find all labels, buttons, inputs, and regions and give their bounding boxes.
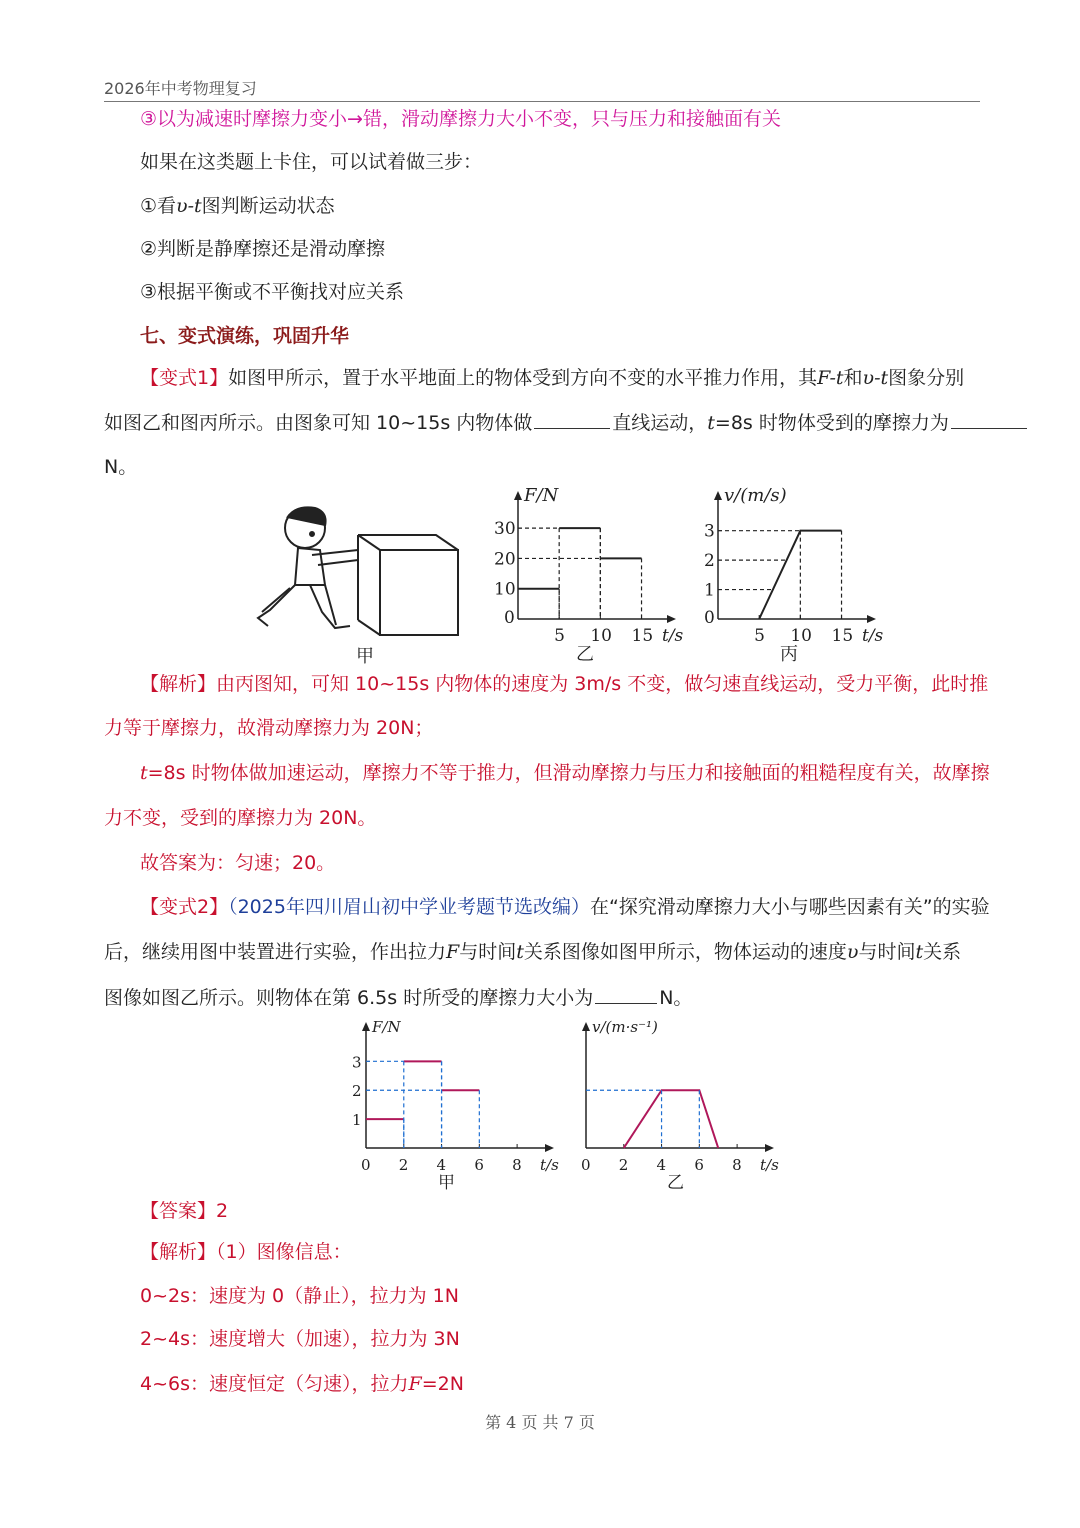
origin-label: 0	[504, 608, 515, 628]
x-axis-title: t/s	[662, 626, 684, 646]
step-3: ③根据平衡或不平衡找对应关系	[140, 281, 405, 303]
y-axis-arrow	[714, 491, 722, 500]
q1-blank-1[interactable]	[534, 410, 610, 429]
q2-t1: t	[516, 941, 524, 963]
x-tick-label: 0	[581, 1156, 591, 1174]
q1-text-e: 图象分别	[888, 367, 965, 389]
y-tick-label: 10	[494, 579, 516, 600]
q1-analysis-3	[140, 761, 990, 785]
q1-answer: 故答案为：匀速；20。	[140, 852, 336, 874]
header-divider	[104, 101, 980, 102]
y-axis-title: v/(m·s⁻¹)	[592, 1018, 658, 1036]
y-tick-label: 3	[704, 521, 715, 542]
q1-analysis-2: 力等于摩擦力，故滑动摩擦力为 20N；	[104, 717, 434, 739]
x-tick-label: 15	[831, 626, 854, 646]
x-tick-label: 15	[631, 626, 654, 646]
q2-answer-tag: 【答案】	[140, 1200, 217, 1222]
q2-text-1: 在“探究滑动摩擦力大小与哪些因素有关”的实验	[589, 896, 990, 918]
q1-line-1	[140, 366, 964, 390]
page-footer: 第 4 页 共 7 页	[485, 1413, 595, 1432]
x-tick-label: 5	[754, 626, 766, 646]
q2-text-3b: N。	[659, 987, 693, 1009]
x-tick-label: 4	[656, 1156, 667, 1174]
q2-t2: t	[915, 941, 924, 963]
x-axis-title: t/s	[760, 1156, 779, 1174]
box-top-edge	[358, 535, 458, 550]
q2-text-2c: 与时间	[459, 941, 517, 963]
q2-analysis-head	[140, 1240, 352, 1264]
q1-line-3: N。	[104, 456, 138, 478]
step-1-suffix: 图判断运动状态	[201, 195, 335, 217]
x-axis-title: t/s	[540, 1156, 559, 1174]
q1-line-2	[104, 410, 1029, 435]
chart-velocity-time-1	[688, 485, 888, 670]
x-axis-arrow	[667, 615, 676, 623]
x-tick-label: 6	[694, 1156, 704, 1174]
q2-analysis-line-1: 0~2s：速度为 0（静止），拉力为 1N	[140, 1285, 459, 1307]
q2-text-3a: 图像如图乙所示。则物体在第 6.5s 时所受的摩擦力大小为	[104, 987, 594, 1009]
x-tick-label: 2	[618, 1156, 629, 1174]
q2-answer-value: 2	[216, 1200, 229, 1222]
section-title: 七、变式演练，巩固升华	[140, 325, 350, 347]
y-axis-title: F/N	[524, 485, 559, 506]
y-tick-label: 3	[352, 1053, 362, 1072]
q1-tag: 【变式1】	[140, 367, 229, 389]
y-axis-arrow	[514, 491, 522, 500]
q2-text-2i: 关系	[923, 941, 962, 963]
fig-label-yi: 乙	[576, 644, 594, 665]
origin-label: 0	[704, 608, 715, 628]
y-axis-arrow	[362, 1022, 370, 1031]
y-axis-arrow	[582, 1022, 590, 1031]
q1-analysis-tag: 【解析】	[140, 673, 217, 695]
intro-line-3: ③以为减速时摩擦力变小→错，滑动摩擦力大小不变，只与压力和接触面有关	[140, 108, 781, 130]
q2-line-3	[104, 985, 692, 1010]
q2-text-2a: 后，继续用图中装置进行实验，作出拉力	[104, 941, 447, 963]
y-tick-label: 30	[494, 519, 516, 540]
q2-line-2	[104, 940, 961, 964]
x-tick-label: 6	[474, 1156, 484, 1174]
y-tick-label: 1	[352, 1111, 362, 1130]
y-tick-label: 2	[352, 1082, 362, 1101]
x-tick-label: 10	[590, 626, 612, 646]
data-line	[624, 1090, 718, 1148]
q2-line3-c: =2N	[421, 1373, 464, 1395]
q2-answer	[140, 1199, 228, 1223]
fig2-label-jia: 甲	[438, 1173, 455, 1193]
q2-blank[interactable]	[595, 985, 657, 1004]
q2-v: υ	[846, 941, 859, 963]
q1-text-2a: 如图乙和图丙所示。由图象可知 10~15s 内物体做	[104, 412, 533, 434]
q2-text-2g: 与时间	[858, 941, 916, 963]
step-1-vt: υ-t	[176, 195, 202, 217]
x-tick-label: 4	[436, 1156, 447, 1174]
x-tick-label: 8	[512, 1156, 522, 1174]
y-tick-label: 1	[704, 580, 715, 601]
chart-force-time-2	[340, 1018, 560, 1197]
box-front	[380, 550, 458, 635]
x-tick-label: 2	[398, 1156, 409, 1174]
x-tick-label: 5	[554, 626, 566, 646]
q2-text-2e: 关系图像如图甲所示，物体运动的速度	[523, 941, 847, 963]
q1-blank-2[interactable]	[951, 410, 1027, 429]
step-1	[140, 194, 335, 218]
figure-person-pushing-box	[240, 500, 470, 675]
q1-text-2b: 直线运动，	[612, 412, 708, 434]
x-axis-arrow	[765, 1144, 774, 1152]
tip-text: 如果在这类题上卡住，可以试着做三步：	[140, 151, 483, 173]
person-leg-back	[258, 585, 295, 626]
y-axis-title: F/N	[372, 1018, 401, 1036]
q1-analysis-text-3: =8s 时物体做加速运动，摩擦力不等于推力，但滑动摩擦力与压力和接触面的粗糙程度有关，故摩擦	[147, 762, 990, 784]
x-axis-arrow	[867, 615, 876, 623]
chart-velocity-time-2	[570, 1018, 790, 1197]
q2-analysis-tag: 【解析】	[140, 1241, 217, 1263]
y-tick-label: 20	[494, 549, 516, 570]
x-axis-title: t/s	[862, 626, 884, 646]
q1-text-c: 和	[843, 367, 863, 389]
x-tick-label: 10	[790, 626, 812, 646]
q1-analysis-4: 力不变，受到的摩擦力为 20N。	[104, 807, 377, 829]
q1-ft: F-t	[817, 367, 844, 389]
q2-tag: 【变式2】	[140, 896, 229, 918]
q2-source: （2025年四川眉山初中学业考题节选改编）	[228, 896, 590, 918]
q1-text-2d: =8s 时物体受到的摩擦力为	[714, 412, 949, 434]
x-axis-arrow	[545, 1144, 554, 1152]
x-tick-label: 8	[732, 1156, 742, 1174]
q2-analysis-head-text: （1）图像信息：	[216, 1241, 352, 1263]
q1-text-a: 如图甲所示，置于水平地面上的物体受到方向不变的水平推力作用，其	[228, 367, 818, 389]
page-header: 2026年中考物理复习	[104, 79, 257, 98]
y-tick-label: 2	[704, 551, 715, 572]
q1-analysis-1	[140, 672, 988, 696]
q1-analysis-t: t	[140, 762, 148, 784]
fig2-label-yi: 乙	[667, 1173, 684, 1193]
q2-f: F	[446, 941, 460, 963]
q1-t: t	[707, 412, 715, 434]
step-2: ②判断是静摩擦还是滑动摩擦	[140, 238, 386, 260]
step-1-prefix: ①看	[140, 195, 177, 217]
y-axis-title: v/(m/s)	[724, 485, 787, 506]
fig-label-jia: 甲	[356, 646, 374, 667]
q2-line-1	[140, 895, 990, 919]
q2-line3-a: 4~6s：速度恒定（匀速），拉力	[140, 1373, 409, 1395]
q1-vt: υ-t	[862, 367, 889, 389]
q2-analysis-line-3	[140, 1372, 464, 1396]
q1-analysis-text-1: 由丙图知，可知 10~15s 内物体的速度为 3m/s 不变，做匀速直线运动，受力平衡，此时推	[216, 673, 989, 695]
fig-label-bing: 丙	[780, 644, 798, 665]
chart-force-time-1	[478, 485, 684, 670]
x-tick-label: 0	[361, 1156, 371, 1174]
q2-line3-f: F	[408, 1373, 422, 1395]
q2-analysis-line-2: 2~4s：速度增大（加速），拉力为 3N	[140, 1328, 460, 1350]
